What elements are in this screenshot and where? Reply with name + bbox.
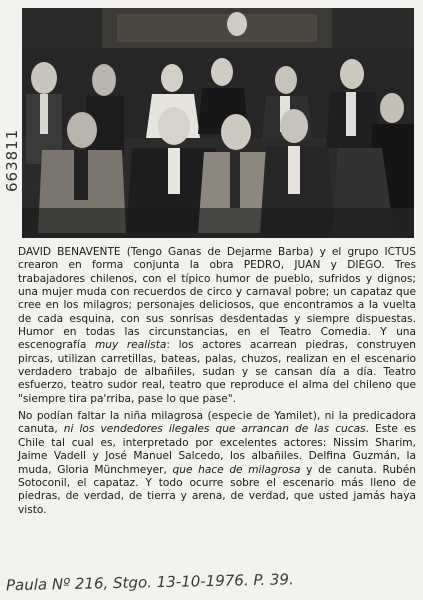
article-body [18, 246, 416, 521]
group-photo [22, 8, 414, 238]
archive-stamp-number: 663811 [3, 128, 21, 192]
handwritten-source-note: Paula Nº 216, Stgo. 13-10-1976. P. 39. [5, 570, 294, 595]
article-paragraph-1: DAVID BENAVENTE (Tengo Ganas de Dejarme Barba) y el grupo ICTUS crearon en forma conjunta la obra PEDRO, JUAN y DIEGO. Tres trabajadores chilenos, con el típico humor de pueblo, sufridos y dignos; una mujer muda con recuerdos de circo y carnaval pobre; un capataz que cree en los milagros; personajes deliciosos, que encontramos a la vuelta de cada esquina, con sus sonrisas desdentadas y siempre dispuestas. Humor en todas las circunstancias, en el Teatro Comedia. Y una escenografía muy realista: los actores acarrean piedras, construyen pircas, utilizan carretillas, bateas, palas, chuzos, realizan en el escenario verdadero trabajo de albañiles, sudan y se cansan día a día. Teatro esfuerzo, teatro sudor real, teatro que reproduce el alma del chileno que "siempre tira pa'rriba, pase lo que pase". [18, 246, 416, 405]
article-paragraph-2: No podían faltar la niña milagrosa (especie de Yamilet), ni la predicadora canuta, ni los vendedores ilegales que arrancan de las cucas. Este es Chile tal cual es, interpretado por excelentes actores: Nissim Sharim, Jaime Vadell y José Manuel Salcedo, los albañiles. Delfina Guzmán, la muda, Gloria Münchmeyer, que hace de milagrosa y de canuta. Rubén Sotoconil, el capataz. Y todo ocurre sobre el escenario más lleno de piedras, de verdad, de tierra y arena, de verdad, que usted jamás haya visto. [18, 410, 416, 516]
group-photo-illustration [22, 8, 414, 238]
